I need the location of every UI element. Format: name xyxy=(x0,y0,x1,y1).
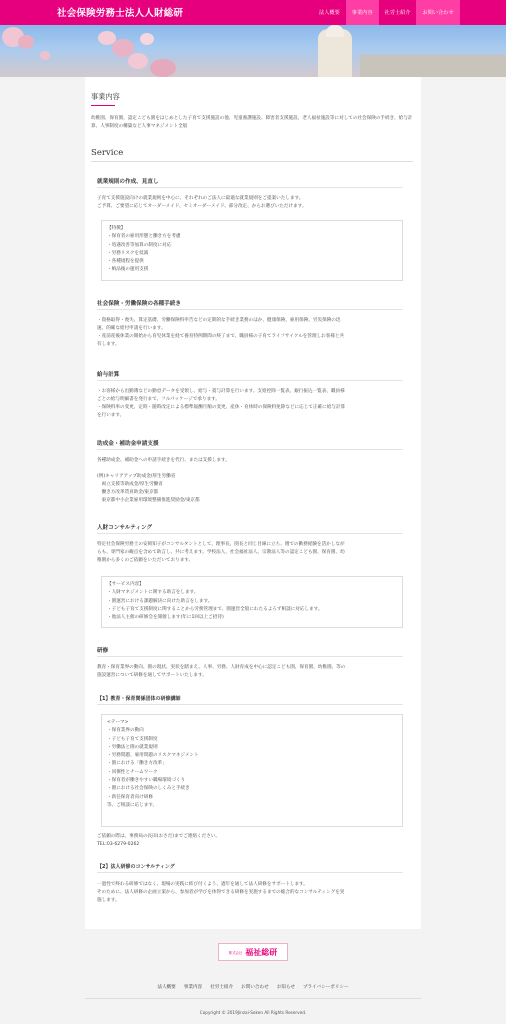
section-divider xyxy=(97,309,403,310)
features-box: 【特徴】 ・保育者の雇用形態と働き方を考慮 ・処遇改善等加算の制度に対応 ・労務リスクを低減 ・各種規程を提供 ・納品後の運用支援 xyxy=(101,220,403,281)
copyright: Copyright © 2019Jinzai-Soken All Rights Reserved. xyxy=(199,1010,307,1015)
contact-info-text: ご依頼の際は、事務局の長田(おさだ)までご連絡ください。 TEL:03-6279-0262 xyxy=(97,834,221,847)
training-sub2-text: 一過性で終わる研修ではなく、現場の実践に結び付くよう、過年を通して法人研修をサポートします。 そのために、法人研修の企画立案から、参加者が学びを体得できる研修を実施するまでの総合的なコンサルティングを実 施します。 xyxy=(97,882,345,903)
section-divider xyxy=(97,187,403,188)
training-sub2-heading: 【2】法人研修のコンサルティング xyxy=(97,864,175,870)
service-heading: Service xyxy=(91,148,124,158)
section-rules-heading: 就業規則の作成、見直し xyxy=(97,179,159,185)
title-underline xyxy=(91,105,115,106)
site-logo[interactable]: 社会保険労務士法人人財総研 xyxy=(57,8,184,19)
footer-logo-main: 福祉総研 xyxy=(245,946,278,957)
footer-link-contact[interactable]: お問い合わせ xyxy=(241,985,269,990)
section-rules-text: 子育て支援施設向けの就業規則を中心に、それぞれのご法人に最適な就業規則をご提案いたします。 ご予算、ご要望に応じてオーダーメイド、セミオーダーメイド、部分改定、からお選びいただけます。 xyxy=(97,196,307,209)
section-consulting-heading: 人財コンサルティング xyxy=(97,525,153,531)
section-insurance-text: ・資格取得・喪失、算定基礎、労働保険料申告などの定期的な手続き業務のほか、健康保険、雇用保険、労災保険の迅 速、的確な給付申請を行います。 ・産前産後休業の開始から育児休業を経て養育特例期間の終了まで、職員様の子育てライフサイクルを管理しお客様と共 有します。 xyxy=(97,318,345,347)
section-payroll-heading: 給与計算 xyxy=(97,372,120,378)
section-divider xyxy=(97,449,403,450)
intro-text: 幼稚園、保育園、認定こども園をはじめとした子育て支援施設の他、児童養護施設、障害者支援施設、老人福祉施設等に対しての社会保険の手続き、給与計算、人事制度の構築など人事マネジメント全般 xyxy=(91,116,413,129)
section-consulting-text: 特定社会保険労務士の安岡知子がコンサルタントとして、理事長、園長と同じ目線に立ち、園での勤務経験を活かしなが らも、専門家の観点を含めて助言し、共に考えます。学校法人、社会福祉法人、宗教法人等の認定こども園、保育園、幼 稚園から多くのご依頼をいただいております。 xyxy=(97,542,345,563)
nav-item-staff[interactable]: 社労士紹介 xyxy=(384,10,411,16)
section-payroll-text: ・お客様から出勤簿などの勤怠データを受領し、給与・賞与計算を行います。支給控除一覧表、銀行振込一覧表、職員様 ごとの給与明細書を発行まで、フルパッケージで承ります。 ・保険料率の変更、定時・随時改定による標準報酬月額の変更、産休・育休時の保険料免除などに応じて正確に給与計算 を行います。 xyxy=(97,389,346,418)
service-divider xyxy=(91,161,413,162)
section-insurance-heading: 社会保険・労働保険の各種手続き xyxy=(97,301,181,307)
section-training-heading: 研修 xyxy=(97,648,109,654)
nav-item-services[interactable]: 事業内容 xyxy=(346,0,379,25)
content-page xyxy=(85,77,421,929)
hero-building xyxy=(360,55,506,77)
section-divider xyxy=(97,704,403,705)
training-sub1-heading: 【1】教育・保育関係団体の研修講師 xyxy=(97,696,181,702)
footer-link-news[interactable]: お知らせ xyxy=(276,985,295,990)
footer-link-services[interactable]: 事業内容 xyxy=(183,985,203,990)
hero-tower-top xyxy=(326,25,344,37)
footer-nav xyxy=(0,984,506,990)
nav-item-about[interactable]: 法人概要 xyxy=(319,10,340,16)
footer-link-about[interactable]: 法人概要 xyxy=(157,985,176,990)
page-title: 事業内容 xyxy=(91,92,120,101)
services-box: 【サービス内容】 ・人財マネジメントに関する助言をします。 ・園運営における課題解決に向けた助言をします。 ・子ども子育て支援制度に関することから労務管理まで、園運営全般にわたるよろず相談に対応します。 ・他法人主催の研修会を開催します(年に1回以上ご招待) xyxy=(101,576,403,628)
section-divider xyxy=(97,656,403,657)
section-training-text: 教育・保育業界の動向、園の現状、実状を踏まえ、人事、労務、人財育成を中心に認定こども園、保育園、幼稚園、等の 施設運営について研修を通してサポートいたします。 xyxy=(97,665,346,678)
footer-logo[interactable] xyxy=(218,943,288,961)
footer-logo-small: 株式会社 xyxy=(228,950,243,955)
footer-link-privacy[interactable]: プライバシーポリシー xyxy=(302,985,349,990)
section-subsidy-heading: 助成金・補助金申請支援 xyxy=(97,441,159,447)
section-divider xyxy=(97,380,403,381)
section-divider xyxy=(97,533,403,534)
footer-divider xyxy=(85,998,421,999)
nav-item-contact[interactable]: お問い合わせ xyxy=(416,0,459,25)
themes-box: <テーマ> ・保育業界の動向 ・子ども子育て支援制度 ・労働法と園の就業規則 ・労務問題、雇用問題のリスクマネジメント ・園における「働き方改革」 ・同僚性とチームワーク ・保育者が働きやすい職場環境づくり ・園における社会保険のしくみと手続き ・新任保育者向け研修 等、ご相談に応じます。 xyxy=(101,714,403,827)
section-divider xyxy=(97,872,403,873)
footer-link-staff[interactable]: 社労士紹介 xyxy=(210,985,234,990)
main-nav xyxy=(313,0,460,25)
section-subsidy-text: 各種助成金、補助金への申請手続きを代行、または支援します。 (例)キャリアアップ助成金/厚生労働省 両立支援等助成金/厚生労働省 働き方改革賃貢助金/東京都 東京都中小企業雇用環境整備推進奨励金/東京都 xyxy=(97,458,230,503)
site-header xyxy=(0,0,506,25)
hero-image xyxy=(0,25,506,77)
